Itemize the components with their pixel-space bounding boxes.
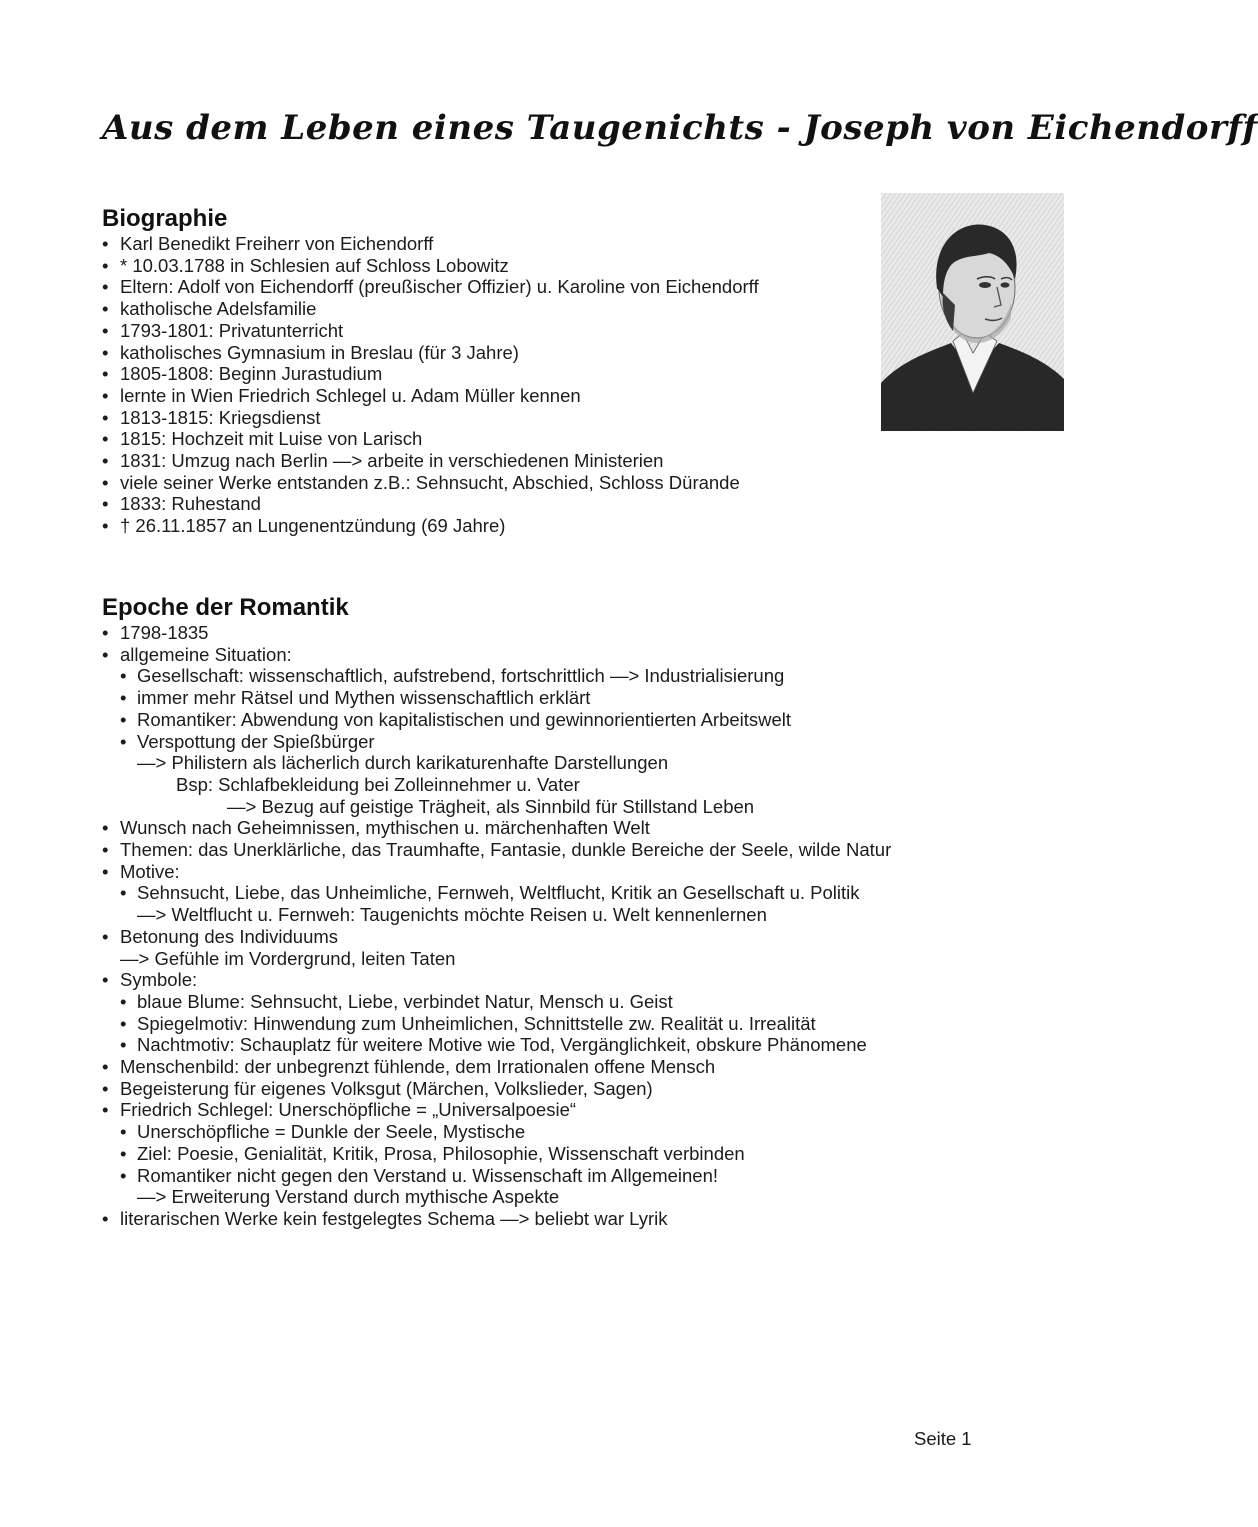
list-item: • literarischen Werke kein festgelegtes Schema —> beliebt war Lyrik (102, 1208, 891, 1230)
list-item: • * 10.03.1788 in Schlesien auf Schloss Lobowitz (102, 255, 759, 277)
sub-list-item: • Nachtmotiv: Schauplatz für weitere Motive wie Tod, Vergänglichkeit, obskure Phänomene (102, 1034, 891, 1056)
biographie-list (102, 233, 759, 537)
page-number: Seite 1 (914, 1428, 972, 1449)
list-item: • Menschenbild: der unbegrenzt fühlende, dem Irrationalen offene Mensch (102, 1056, 891, 1078)
list-item: • Begeisterung für eigenes Volksgut (Märchen, Volkslieder, Sagen) (102, 1078, 891, 1100)
sub-list-item: • Spiegelmotiv: Hinwendung zum Unheimlichen, Schnittstelle zw. Realität u. Irrealität (102, 1013, 891, 1035)
example-note: Bsp: Schlafbekleidung bei Zolleinnehmer u. Vater (176, 773, 580, 795)
list-item: • Symbole: (102, 969, 891, 991)
romantik-heading: Epoche der Romantik (102, 594, 349, 621)
biographie-heading: Biographie (102, 205, 228, 232)
arrow-note: —> Gefühle im Vordergrund, leiten Taten (120, 947, 456, 969)
list-item: • lernte in Wien Friedrich Schlegel u. Adam Müller kennen (102, 385, 759, 407)
list-item: • Themen: das Unerklärliche, das Traumhafte, Fantasie, dunkle Bereiche der Seele, wilde Natur (102, 839, 891, 861)
list-item: • Motive: (102, 861, 891, 883)
list-item: • katholisches Gymnasium in Breslau (für 3 Jahre) (102, 342, 759, 364)
list-item: • 1805-1808: Beginn Jurastudium (102, 363, 759, 385)
list-item: • † 26.11.1857 an Lungenentzündung (69 Jahre) (102, 515, 759, 537)
sub-list-item: • Romantiker: Abwendung von kapitalistischen und gewinnorientierten Arbeitswelt (102, 709, 891, 731)
list-item: • Friedrich Schlegel: Unerschöpfliche = „Universalpoesie“ (102, 1099, 891, 1121)
list-item: • 1813-1815: Kriegsdienst (102, 407, 759, 429)
list-item: • 1793-1801: Privatunterricht (102, 320, 759, 342)
sub-list-item: • immer mehr Rätsel und Mythen wissenschaftlich erklärt (102, 687, 891, 709)
sub-list-item: • Verspottung der Spießbürger (102, 731, 891, 753)
biographie-section (102, 205, 759, 537)
page-title: Aus dem Leben eines Taugenichts - Joseph von Eichendorff (102, 108, 1258, 148)
list-item: • 1815: Hochzeit mit Luise von Larisch (102, 428, 759, 450)
list-item: • 1833: Ruhestand (102, 493, 759, 515)
arrow-note: —> Bezug auf geistige Trägheit, als Sinnbild für Stillstand Leben (227, 795, 755, 817)
sub-list-item: • Gesellschaft: wissenschaftlich, aufstrebend, fortschrittlich —> Industrialisierung (102, 665, 891, 687)
list-item: • Betonung des Individuums (102, 926, 891, 948)
list-item: • viele seiner Werke entstanden z.B.: Sehnsucht, Abschied, Schloss Dürande (102, 472, 759, 494)
list-item: • allgemeine Situation: (102, 644, 891, 666)
sub-list-item: • Romantiker nicht gegen den Verstand u. Wissenschaft im Allgemeinen! (102, 1165, 891, 1187)
list-item: • Karl Benedikt Freiherr von Eichendorff (102, 233, 759, 255)
list-item: • 1831: Umzug nach Berlin —> arbeite in verschiedenen Ministerien (102, 450, 759, 472)
portrait-engraving-icon (881, 193, 1064, 431)
portrait-image (881, 193, 1064, 431)
arrow-note: —> Weltflucht u. Fernweh: Taugenichts möchte Reisen u. Welt kennenlernen (137, 904, 767, 926)
romantik-list (102, 622, 891, 1230)
sub-list-item: • Unerschöpfliche = Dunkle der Seele, Mystische (102, 1121, 891, 1143)
list-item: • Wunsch nach Geheimnissen, mythischen u. märchenhaften Welt (102, 817, 891, 839)
list-item: • katholische Adelsfamilie (102, 298, 759, 320)
list-item: • Eltern: Adolf von Eichendorff (preußischer Offizier) u. Karoline von Eichendorff (102, 276, 759, 298)
arrow-note: —> Erweiterung Verstand durch mythische Aspekte (137, 1186, 560, 1208)
arrow-note: —> Philistern als lächerlich durch karikaturenhafte Darstellungen (137, 752, 669, 774)
list-item: • 1798-1835 (102, 622, 891, 644)
romantik-section (102, 594, 891, 1230)
sub-list-item: • blaue Blume: Sehnsucht, Liebe, verbindet Natur, Mensch u. Geist (102, 991, 891, 1013)
sub-list-item: • Sehnsucht, Liebe, das Unheimliche, Fernweh, Weltflucht, Kritik an Gesellschaft u. Politik (102, 882, 891, 904)
sub-list-item: • Ziel: Poesie, Genialität, Kritik, Prosa, Philosophie, Wissenschaft verbinden (102, 1143, 891, 1165)
